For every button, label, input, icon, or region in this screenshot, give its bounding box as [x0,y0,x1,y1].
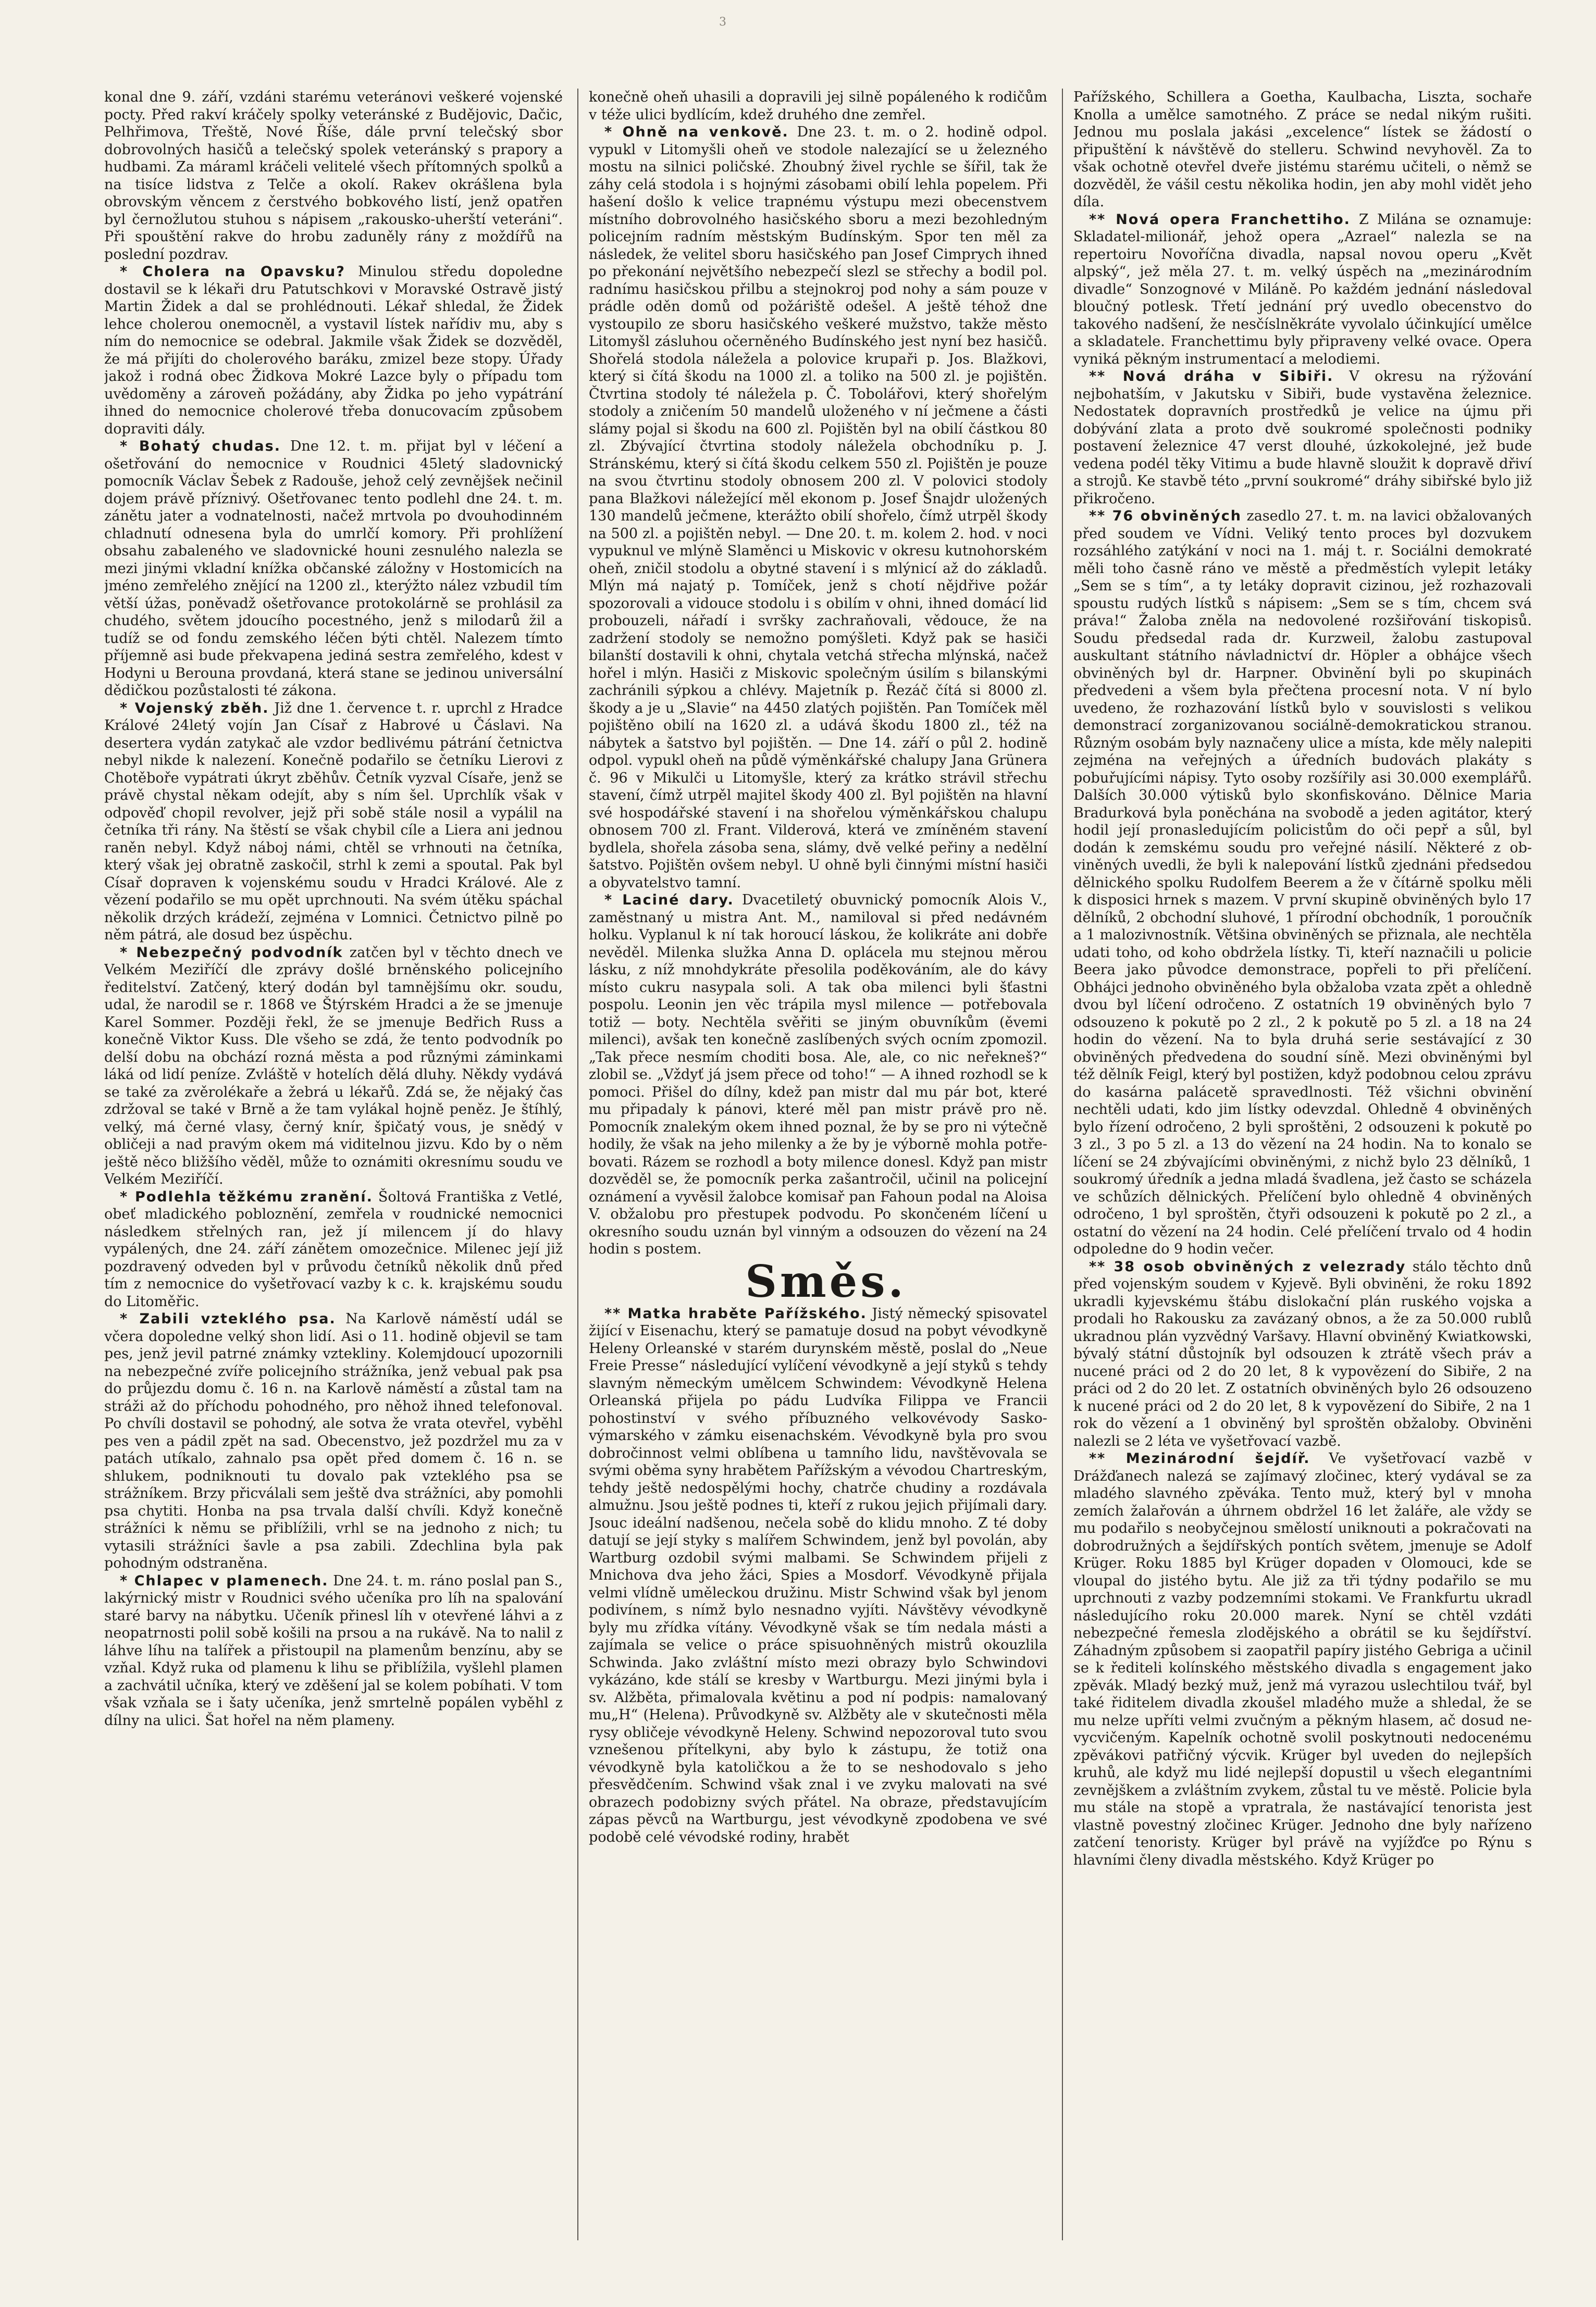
page-mark: 3 [719,16,726,29]
article-body: stálo těchto dnů před vojenským soudem v Kyjevě. Byli obviněni, že roku 1892 ukradli kyjevskému štábu dislokační plán ruského vojska a prodali ho Rakousku za zavázaný obnos, a že za 50.000 rublů ukradnou plán vyzvědný Varšavy. Hlavní obviněný Kwiatkowski, bývalý státní důstojník byl odsouzen k ztrátě všech práv a nucené práci od 2 do 20 let, 8 k vypovězení do Sibiře, 2 na práci od 2 do 20 let. Z ostatních obviněných bylo 26 odsouzeno k nucené práci od 2 do 20 let, 8 k vypovězení do Sibiře, 2 na 1 rok do vězení a 1 obviněný byl sproštěn obžaloby. Obviněni nalezli se 2 léta ve vyšetřovací vazbě. [1073,1258,1532,1449]
article-paragraph [1073,507,1532,1258]
article-paragraph [1073,1258,1532,1450]
article-body: Pařížského, Schillera a Goetha, Kaulbacha, Liszta, sochaře Knolla a umělce samotného. Z práce se nedal nikým rušiti. Jednou mu poslala jakási „excelence“ lístek se žádostí o připuštění k návštěvě do stelleru. Schwind nevyhověl. Za to však ochotně otevřel dveře jistému starému učiteli, o němž se dozvěděl, že vášil cestu několika hodin, jen aby mohl vidět jeho díla. [1073,89,1532,210]
article-body: Minulou středu dopoledne dostavil se k lékaři dru Patutschkovi v Moravské Ostravě jistý Martin Židek a dal se prohlédnouti. Lékař shledal, že Židek lehce cholerou onemocněl, a vystavil lístek nařídiv mu, aby s ním do nemocnice se odebral. Jakmile však Židek se dozvěděl, že má přijíti do cholerového baráku, zmizel beze stopy. Úřady jakož i rodná obec Židkova Mokré Lazce byly o případu tom uvědoměny a zároveň požádány, aby Židka po jeho vypátrání ihned do nemocnice cholerové třeba donucovacím způsobem dopraviti dály. [104,264,563,437]
article-paragraph [104,1572,563,1730]
article-paragraph [104,1310,563,1572]
article-body: Již dne 1. července t. r. uprchl z Hradce Králové 24letý vojín Jan Císař z Habrové u Čáslavi. Na desertera vydán zatykač ale vzdor bedlivému pátrání četnictva nebyl nikde k nalezení. Konečně podařilo se četníku Lierovi z Chotěboře vypátrati úkryt zběhův. Četník vyzval Císaře, jenž se právě chystal někam odejít, aby s ním šel. Uprchlík však v odpověď chopil revolver, jejž při sobě stále nosil a vypálil na četníka tři rány. Na štěstí se však chybil cíle a Liera ani jednou raněn nebyl. Když náboj námi, chtěl se vrhnouti na četníka, který však jej obratně zaskočil, strhl k zemi a spoutal. Pak byl Císař dopraven k vojenskému soudu v Hradci Králové. Ale z vězení podařilo se mu opět uprchnouti. Na svém útěku spáchal několik drzých krádeží, zejména v Lomnici. Četnictvo pilně po něm pátrá, ale dosud bez úspěchu. [104,700,563,943]
article-headline: * Vojenský zběh. [120,700,269,716]
article-body: Dvacetiletý obuvnický pomocník Alois V., zaměstnaný u mistra Ant. M., namiloval si před nedávném holku. Vyplanul k ní tak horoucí láskou, že kolikráte ani dobře nevěděl. Milenka služka Anna D. oplácela mu stejnou měrou lásku, z níž mnohdykráte přesolila poděkováním, ale do kávy místo cukru nasypala soli. A tak oba milenci byli šťastni pospolu. Leonin jen věc trápila mysl milence — potřebovala totiž — boty. Nechtěla svěřiti se jiným obuvníkům (ěvemi milenci), avšak ten konečně zaslíbených svých ocním zpomozil. „Tak přece nesmím choditi bosa. Ale, ale, co nic neřekneš?“ zlobil se. „Vždyť já jsem přece od toho!“ — A ihned rozhodl se k pomoci. Přišel do dílny, kdež pan mistr dal mu pár bot, které mu připadaly k pánovi, které měl pan mistr právě pro ně. Pomocník znalekým okem ihned poznal, že by se pro ni výtečně hodily, že však na jeho milenky a že by je výborně mohla potřebovati. Rázem se rozhodl a boty milence donesl. Když pan mistr dozvěděl se, že pomocník perka zašantročil, učinil na policejní oznámení a vyvěsil žalobce komisař pan Fahoun podal na Aloisa V. obžalobu pro přestupek podvodu. Po skončeném líčení u okresního soudu uznán byl vinným a odsouzen do vězení na 24 hodin s postem. [589,892,1047,1257]
article-paragraph [589,123,1047,891]
article-paragraph [104,944,563,1188]
article-body: konečně oheň uhasili a dopravili jej silně popáleného k rodičům v téže ulici bydlícím, kdež druhého dne zemřel. [589,89,1047,123]
article-body: V okresu na rýžování nejbohatším, v Jakutsku v Sibiři, bude vystavěna železnice. Nedostatek dopravních prostředků je velice na újmu při dobývání zlata a proto dvě soukromé společnosti podniky postavení železnice 47 verst dlouhé, úzkokolejné, jež bude vedena podél těky Vitimu a bude hlavně sloužit k dopravě dřiví a strojů. Ke stavbě této „první soukromé“ dráhy sibiřské bylo již přikročeno. [1073,368,1532,507]
article-body: zasedlo 27. t. m. na lavici obžalovaných před soudem ve Vídni. Veliký tento proces byl dozvukem rozsáhlého zatýkání v noci na 1. máj t. r. Sociálni demokraté měli toho časně ráno ve městě a předměstích vylepit letáky „Sem se s tím“, a ty letáky dopravit cizinou, jež rozhazovali spoustu rudých lístků s nápisem: „Sem se s tím, chcem svá práva!“ Žaloba zněla na nedovolené rozšiřování tiskopisů. Soudu předsedal rada dr. Kurzweil, žalobu zastupoval auskultant státního návladnictví dr. Höpler a obhájce všech obviněných byl dr. Harpner. Obvinění byli po skupinách předvedeni a všem byla přečtena procesní nota. V ní bylo uvedeno, že rozhazování lístků bylo v souvislosti s velikou demonstrací zorganizovanou sociálně-demokratickou stranou. Různým osobám byly naznačeny ulice a místa, kde měly nalepiti zejména na veřejných a úředních budovách plakáty s pobuřujícími nápisy. Tyto osoby rozšířily asi 30.000 exemplářů. Dalších 30.000 výtisků bylo skonfiskováno. Dělnice Maria Bradurková byla poněchána na svobodě a jeden agitátor, který hodil její pronasledujícím policistům do oči pepř a sůl, byl dodán k zemskému soudu pro veřejné násilí. Některé z obviněných uvedli, že byli k nalepování lístků zjednáni předsedou dělnického spolku Rudolfem Beerem a že v čítárně spolku měli k disposici hrnek s mazem. V první skupině obviněných bylo 17 dělníků, 2 obchodní sluhové, 1 přírodní obchodník, 1 poroučník a 1 malozivnostník. Většina obviněných se přiznala, ale nechtěla udati toho, od koho obdržela lístky. Ti, kteří naznačili u policie Beera jako původce demonstrace, popřeli to při přelíčení. Obhájci jednoho obviněného byla obžaloba vzata zpět a ohledně dvou byl líčení odročeno. Z ostatních 19 obviněných bylo 7 odsouzeno k pokutě po 2 zl., 2 k pokutě po 5 zl. a 18 na 24 hodin do vězení. Na to byla druhá serie sestávající z 30 obviněných předvedena do soudní síně. Mezi obviněnými byl též dělník Feigl, který byl postižen, když podobnou celou zprávu do kasárna palácetě spravedlnosti. Též všichni obvinění nechtěli udati, kdo jim lístky odevzdal. Ohledně 4 obviněných bylo řízení odročeno, 2 byli sproštěni, 2 odsouzeni k pokutě po 3 zl., 3 po 5 zl. a 13 do vězení na 24 hodin. Na to konalo se líčení se 24 zbývajícími obviněnými, z nichž bylo 23 dělníků, 1 soukromý úředník a jedna mladá švadlena, jež často se scházela ve schůzích dělnických. Přelíčení bylo ohledně 4 obviněných odročeno, 1 byl sproštěn, čtyři odsouzeni k pokutě po 2 zl., a ostatní do vězení na 24 hodin. Celé přelíčení trvalo od 4 hodin odpoledne do 9 hodin večer. [1073,508,1532,1257]
article-headline: ** Nová dráha v Sibiři. [1089,368,1334,384]
article-paragraph [1073,368,1532,507]
article-body: Šoltová Františka z Vetlé, obeť mladického pobloznění, zemřela v roudnické nemocnici následkem střelných ran, jež jí milencem jí do hlavy vypálených, dne 24. září zánětem omozečnice. Milenec její již pozdravený odveden byl v průvodu četníků několik dnů před tím z nemocnice do vyšetřovací vazby k c. k. krajskému soudu do Litoměřic. [104,1188,563,1310]
article-headline: ** 76 obviněných [1089,508,1242,524]
article-paragraph [104,89,563,263]
article-body: Dne 23. t. m. o 2. hodině odpol. vypukl v Litomyšli oheň ve stodole nalezající se u železného mostu na silnici poličské. Zhoubný živel rychle se šířil, tak že záhy celá stodola i s hojnými zásobami obilí lehla popelem. Při hašení došlo k velice trapnému výstupu mezi obecenstvem místního dobrovolného hasičského sboru a mezi bezohledným policejním radním městským Budínským. Spor ten měl za následek, že velitel sboru hasičského pan Josef Cimprych ihned po překonání největšího nebezpečí slezl se střechy a bodil pol. radnímu hasičskou přilbu a stejnokroj pod nohy a sám pouze v prádle oděn domů od požáriště odešel. A ještě téhož dne vystoupilo ze sboru hasičského veškeré mužstvo, takže město Litomyšl zásluhou očerněného Budínského jest nyní bez hasičů. Shořelá stodola náležela a polovice krupaři p. Jos. Blažkovi, který si čítá škodu na 1000 zl. a toliko na 500 zl. je pojištěn. Čtvrtina stodoly té náležela p. Č. Tobolářovi, který shořelým stodoly a zničením 50 mandelů uloženého v ní ječmene a části slámy pojal si škodu na 600 zl. Pojištěn byl na obilí částkou 80 zl. Zbývající čtvrtina stodoly náležela obchodníku p. J. Stránskému, který si čítá škodu celkem 550 zl. Pojištěn je pouze na svou čtvrtinu stodoly obnosem 200 zl. V polovici stodoly pana Blažkovi náležející měl ekonom p. Josef Šnajdr uložených 130 mandelů ječmene, kterážto obilí shořelo, čímž utrpěl škody na 500 zl. a pojištěn nebyl. — Dne 20. t. m. kolem 2. hod. v noci vypuknul ve mlýně Slaměnci u Miskovic v okresu kutnohorském oheň, zničil stodolu a obytné stavení i s mlýnicí až do základů. Mlýn má najatý p. Tomíček, jenž s chotí nějdřive požár spozorovali a vidouce stodolu i s obilím v ohni, ihned domácí lid probouzeli, nářadí i svršky zachraňovali, vědouce, že na zadržení stodoly se nemožno pomýšleti. Když pak se hasiči bilanští dostavili k ohni, chytala vetchá střecha mlýnská, načež hořel i mlýn. Hasiči z Miskovic společným úsilím s bilanskými zachránili sýpkou a chlévy. Majetník p. Řezáč čítá si 8000 zl. škody a je u „Slavie“ na 4450 zlatých pojištěn. Pan Tomíček měl pojištěno obilí na 1620 zl. a udává škodu 1800 zl., též na nábytek a šatstvo byl pojištěn. — Dne 14. září o půl 2. hodině odpol. vypukl oheň na půdě výměnkářské chalupy Jana Grünera č. 96 v Mikulči u Litomyšle, který za krátko strávil střechu stavení, čímž utrpěl majitel škody 400 zl. Byl pojištěn na hlavní své hospodářské stavení i na shořelou výměnkářskou chalupu obnosem 700 zl. Frant. Vilderová, která ve zmíněném stavení bydlela, shořela zásoba sena, slámy, dvě velké peřiny a nedělní šatstvo. Pojištěn ovšem nebyl. U ohně byli činnými místní hasiči a obyvatelstvo tamní. [589,124,1047,891]
article-body: Dne 12. t. m. přijat byl v léčení a ošetřování do nemocnice v Roudnici 45letý sladovnický pomocník Václav Šebek z Radouše, jehož celý zevnějšek nečinil dojem právě příznivý. Ošetřovanec tento podlehl dne 24. t. m. zánětu jater a vodnatelnosti, načež mrtvola po dvouhodinném chladnutí odnesena byla do umrlčí komory. Při prohlížení obsahu zabaleného ve sladovnické houni zesnulého nalezla se mezi jinými vkladní knížka občanské záložny v Hostomicích na jméno zemřelého znějící na 1200 zl., kterýžto nález vzbudil tím větší úžas, poněvadž ošetřovance protokolárně se prohlásil za chudého, světem jdoucího pocestného, jenž s milodarů žil a tudíž se od fondu zemského léčen býti chtěl. Nalezem tímto příjemně asi bude překvapena jediná sestra zemřelého, kdest v Hodyni u Berouna provdaná, která stane se jedinou universální dědičkou pozůstalosti té zákona. [104,438,563,699]
article-paragraph [1073,89,1532,211]
article-paragraph [589,891,1047,1258]
article-paragraph [104,263,563,438]
article-headline: * Podlehla těžkému zranění. [120,1188,373,1205]
article-paragraph [1073,1450,1532,1869]
article-paragraph [104,700,563,944]
column-right [1073,89,1532,2251]
article-body: Dne 24. t. m. ráno poslal pan S., lakýrnický mistr v Roudnici svého učeníka pro líh na spalování staré barvy na nábytku. Učeník přinesl líh v otevřené láhvi a z neopatrnosti polil sobě košili na prsou a na rukávě. Na to nalil z láhve líhu na talířek a přistoupil na plamenům benzínu, aby se vzňal. Když ruka od plamenu k lihu se přiblížila, vyšlehl plamen a zachvátil učníka, který ve zděšení jal se kolem pobíhati. V tom však vzňala se i šaty učeníka, jenž smrtelně popálen vyběhl z dílny na ulici. Šat hořel na něm plameny. [104,1572,563,1729]
article-body: Z Milána se oznamuje: Skladatel-milionář, jehož opera „Azrael“ nalezla se na repertoiru Novoříčna divadla, napsal novou operu „Květ alpský“, jež měla 27. t. m. velký úspěch na „mezinárodním divadle“ Sonzognové v Miláně. Po každém jednání následoval bloučný potlesk. Třetí jednání prý uvedlo obecenstvo do takového nadšení, že nesčíslněkráte vyvolalo účinkující umělce a skladatele. Franchettimu byly připraveny velké ovace. Opera vyniká pěkným instrumentací a melodiemi. [1073,211,1532,367]
article-headline: ** Nová opera Franchettiho. [1089,211,1351,228]
column-rule [577,89,578,2240]
article-paragraph [589,1305,1047,1846]
article-body: konal dne 9. září, vzdáni starému veteránovi veškeré vojenské pocty. Před rakví kráčely spolky veteránské z Budějovic, Dačic, Pelhřimova, Třeště, Nové Říše, dále první telečský sbor dobrovolných hasičů a telečský spolek veteránský s prapory a hudbami. Za máraml kráčeli velitelé všech přítomných spolků a na tisíce lidstva z Telče a okolí. Rakev okrášlena byla obrovským věncem z čerstvého bobkového listí, jenž opatřen byl černožlutou stuhou s nápisem „rakousko-uherští veteráni“. Při spouštění rakve do hrobu zaduněly rány z moždířů na poslední pozdrav. [104,89,563,263]
article-headline: * Ohně na venkově. [604,124,789,140]
article-headline: * Nebezpečný podvodník [120,944,343,961]
article-body: Ve vyšetřovací vazbě v Drážďanech nalezá se zajímavý zločinec, který vydával se za mladého slavného zpěváka. Tento muž, který byl v mnoha zemích žalařován a úhrnem obdržel 16 let žaláře, ale vždy se mu podařilo s neobyčejnou smělostí uniknouti a pokračovati na dobrodružných a šejdířských pontích světem, jmenuje se Adolf Krüger. Roku 1885 byl Krüger dopaden v Olomouci, kde se vloupal do jistého bytu. Ale již za tři týdny podařilo se mu uprchnouti z vazby podzemními stokami. Ve Frankfurtu ukradl následujícího roku 20.000 marek. Nyní se chtěl vzdáti nebezpečné řemesla zlodějského a obrátil se ku šejdířství. Záhadným způsobem si zaopatřil papíry jistého Gebriga a učinil se k řediteli kolínského městského divadla s engagement jako zpěvák. Mladý bezký muž, jenž má vyrazou uslechtilou tvář, byl také řiditelem divadla zkoušel mladého muže a shledal, že se mu nelze upříti velmi zvučným a pěkným hlasem, ač dosud nevycvičeným. Kapelník ochotně svolil poskytnouti nedocenému zpěvákovi patřičný výcvik. Krüger byl uveden do nejlepších kruhů, ale když mu lidé nejlepší dopustil u všech elegantními zevnějškem a zvláštním zvykem, zůstal tu ve městě. Policie byla mu stále na stopě a vpratrala, že nastávající tenorista jest vlastně povestný zločinec Krüger. Jednoho dne byly nařízeno zatčení tenoristy. Krüger byl právě na vyjížďce po Rýnu s hlavními členy divadla městského. Když Krüger po [1073,1450,1532,1868]
article-paragraph [1073,211,1532,368]
article-paragraph [104,438,563,700]
column-middle [589,89,1047,2251]
article-headline: * Cholera na Opavsku? [120,264,345,280]
column-rule [1062,89,1063,2240]
article-body: Na Karlově náměstí udál se včera dopoledne velký shon lidí. Asi o 11. hodině objevil se tam pes, jenž jevil patrné známky vzteklinу. Kolemjdoucí upozornili na nebezpečné zvíře policejního strážníka, jenž vebual pak psa do průjezdu domu č. 16 n. na Karlově náměstí a zůstal tam na stráži až do příchodu pohodného, pro něhož ihned telefonoval. Po chvíli dostavil se pohodný, ale sotva že vrata otevřel, vyběhl pes ven a pádil zpět na sad. Obecenstvo, jež pozdržel mu za v patách utíkalo, zahnalo psa opět před domem č. 16 n. se shlukem, podniknouti tu dovalo pak vzteklého psa se strážníkem. Brzy přicválali sem ještě dva strážníci, aby pomohli psa chytiti. Honba na psa trvala další chvíli. Když konečně strážníci k němu se přiblížili, vrhl se na jednoho z nich; tu vytasili strážníci šavle a psa zabili. Zdechlina byla pak pohodným odstraněna. [104,1311,563,1571]
article-body: zatčen byl v těchto dnech ve Velkém Meziříčí dle zprávy došlé brněnského policejního ředitelství. Zatčený, který dodán byl tamnějšímu okr. soudu, udal, že narodil se r. 1868 ve Štýrském Hradci a že se jmenuje Karel Sommer. Později řekl, že se jmenuje Bedřich Russ a konečně Viktor Kuss. Dle všeho se zdá, že tento podvodník po delší dobu na obchází rozná města a pod různými záminkami láká od lidí peníze. Zvláště v hotelích dělá dluhy. Někdy vydává se také za zvěrolékaře a žebrá u lékařů. Zdá se, že nějaký čas zdržoval se také v Brně a že tam vylákal hojně peněz. Je štíhlý, velký, má černé vlasy, černý knír, špičatý vous, je snědý v obličeji a nad pravým okem má viditelnou jizvu. Kdo by o něm ještě něco bližšího věděl, může to oznámiti okresnímu soudu ve Velkém Meziříčí. [104,944,563,1187]
article-headline: ** Mezinárodní šejdíř. [1089,1450,1310,1467]
column-left [104,89,563,2251]
article-body: Jistý německý spisovatel žijící v Eisenachu, který se pamatuje dosud na pobyt vévodkyně Heleny Orleanské v starém durynském městě, poslal do „Neue Freie Presse“ následující vylíčení vévodkyně a její styků s tehdy slavným německým umělcem Schwindem: Vévodkyně Helena Orleanská přijela po pádu Ludvíka Filippa ve Francii pohostinství v svého příbuzného velkovévody Sasko-výmarského v zámku eisenachském. Vévodkyně byla pro svou dobročinnost velmi oblíbena u tamního lidu, navštěvovala se svými oběma syny hrabětem Pařížským a vévodou Chartreským, tehdy ještě nedospělými hochy, chatrče chudiny a rozdávala almužnu. Jsou ještě podnes ti, kteří z rukou jejich přijímali dary. Jsouc ideální nadšenou, nečela sobě do klidu mnoho. Z té doby datují se její styky s malířem Schwindem, jenž byl povolán, aby Wartburg ozdobil svými malbami. Se Schwindem přijeli z Mnichova dva jeho žáci, Spies a Mosdorf. Vévodkyně přijala velmi vlídně uměleckou družinu. Mistr Schwind však byl jenom podivínem, s nímž bylo nesnadno vyjíti. Návštěvy vévodkyně byly mu zřídka vítány. Vévodkyně však se tím nedala másti a zajímala se velice o práce spisuohněných mistrů okouzlila Schwinda. Jako zvláštní místo mezi obrazy bylo Schwindovi vykázáno, kde stálí se kresby v Wartburgu. Mezi jinými byla i sv. Alžběta, přimalovala květinu a pod ní podpis: namalovaný mu„H“ (Helena). Průvodkyně sv. Alžběty ale v skutečnosti měla rysy obličeje vévodkyně Heleny. Schwind nepozoroval tuto svou vznešenou přítelkyni, aby bylo k zástupu, že totiž ona vévodkyně byla katoličkou a že to se neshodovalo s jeho přesvědčením. Schwind však znal i ve zvyku malovati na své obrazech podobizny svých přátel. Na obraze, představujícím zápas pěvců na Wartburgu, jest vévodkyně zpodobena ve své podobě celé vévodské rodiny, hrabět [589,1305,1047,1845]
article-headline: * Bohatý chudas. [120,438,281,454]
article-headline: * Laciné dary. [604,892,734,908]
article-headline: * Chlapec v plamenech. [120,1572,329,1589]
article-headline: ** 38 osob obviněných z velezrady [1089,1258,1406,1275]
article-paragraph [104,1188,563,1311]
article-paragraph [589,89,1047,123]
section-title-smes: Směs. [745,1255,907,1307]
article-headline: * Zabili vzteklého psa. [120,1311,336,1327]
article-headline: ** Matka hraběte Pařížského. [604,1305,867,1322]
